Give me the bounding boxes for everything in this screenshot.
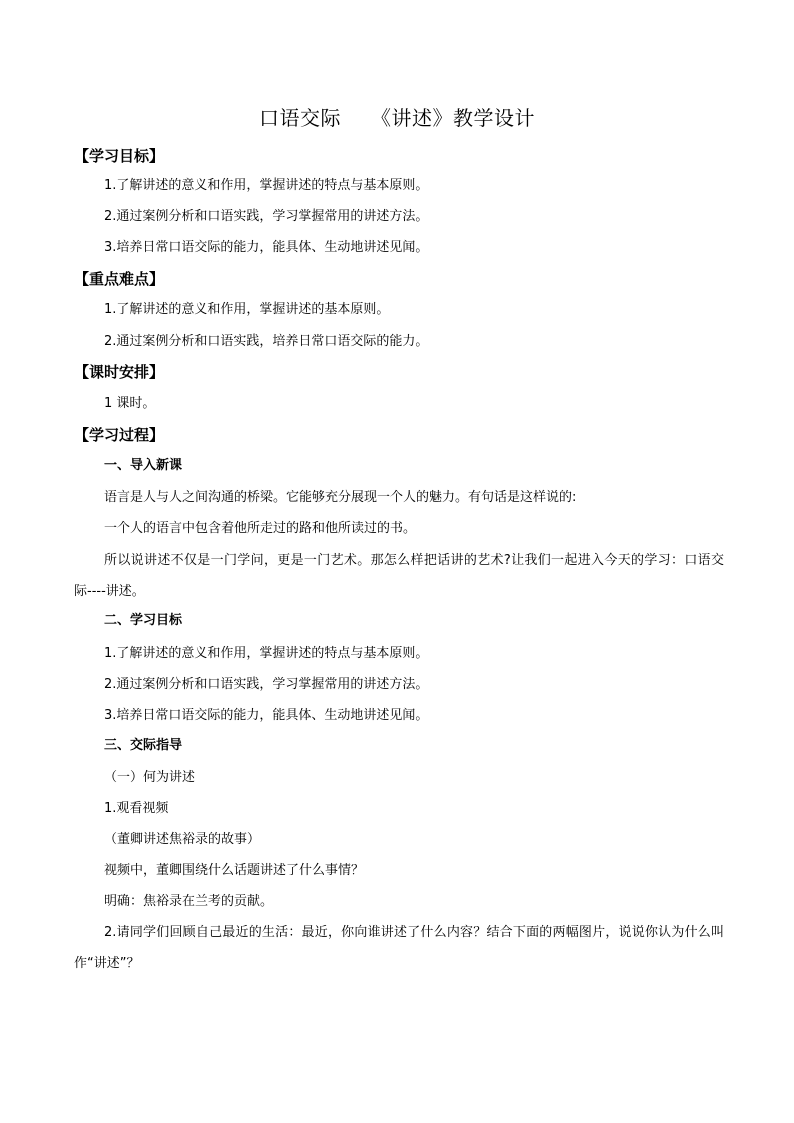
guide-paragraph: 2.请同学们回顾自己最近的生活：最近，你向谁讲述了什么内容？结合下面的两幅图片，说说你认为什么叫作“讲述”？ bbox=[74, 925, 724, 971]
intro-line-2: 一个人的语言中包含着他所走过的路和他所读过的书。 bbox=[104, 521, 417, 536]
goals2-item-1: 1.了解讲述的意义和作用，掌握讲述的特点与基本原则。 bbox=[104, 646, 429, 661]
goals2-item-3: 3.培养日常口语交际的能力，能具体、生动地讲述见闻。 bbox=[104, 708, 429, 723]
intro-line-1: 语言是人与人之间沟通的桥梁。它能够充分展现一个人的魅力。有句话是这样说的: bbox=[104, 490, 577, 505]
guide-line-2: 1.观看视频 bbox=[104, 801, 169, 816]
title-part-1: 口语交际 bbox=[259, 106, 341, 130]
section-heading-keypoints: 【重点难点】 bbox=[74, 270, 165, 288]
section-heading-schedule: 【课时安排】 bbox=[74, 363, 165, 381]
guide-line-1: （一）何为讲述 bbox=[104, 770, 196, 785]
schedule-text: 1 课时。 bbox=[104, 396, 156, 411]
subheading-intro: 一、导入新课 bbox=[104, 458, 183, 473]
keypoint-item-2: 2.通过案例分析和口语实践，培养日常口语交际的能力。 bbox=[104, 334, 429, 349]
guide-line-5: 明确：焦裕录在兰考的贡献。 bbox=[104, 894, 274, 909]
section-heading-goals: 【学习目标】 bbox=[74, 147, 165, 165]
goal-item-1: 1.了解讲述的意义和作用，掌握讲述的特点与基本原则。 bbox=[104, 178, 429, 193]
subheading-guide: 三、交际指导 bbox=[104, 738, 183, 753]
goal-item-3: 3.培养日常口语交际的能力，能具体、生动地讲述见闻。 bbox=[104, 240, 429, 255]
intro-paragraph: 所以说讲述不仅是一门学问，更是一门艺术。那怎么样把话讲的艺术?让我们一起进入今天的学习：口语交际----讲述。 bbox=[74, 553, 724, 599]
document-title bbox=[0, 104, 794, 132]
keypoint-item-1: 1.了解讲述的意义和作用，掌握讲述的基本原则。 bbox=[104, 302, 390, 317]
goal-item-2: 2.通过案例分析和口语实践，学习掌握常用的讲述方法。 bbox=[104, 209, 429, 224]
guide-line-4: 视频中，董卿围绕什么话题讲述了什么事情？ bbox=[104, 863, 365, 878]
subheading-goals2: 二、学习目标 bbox=[104, 613, 183, 628]
guide-line-3: （董卿讲述焦裕录的故事） bbox=[104, 832, 261, 847]
goals2-item-2: 2.通过案例分析和口语实践，学习掌握常用的讲述方法。 bbox=[104, 677, 429, 692]
section-heading-process: 【学习过程】 bbox=[74, 426, 165, 444]
title-part-2: 《讲述》教学设计 bbox=[371, 106, 535, 130]
